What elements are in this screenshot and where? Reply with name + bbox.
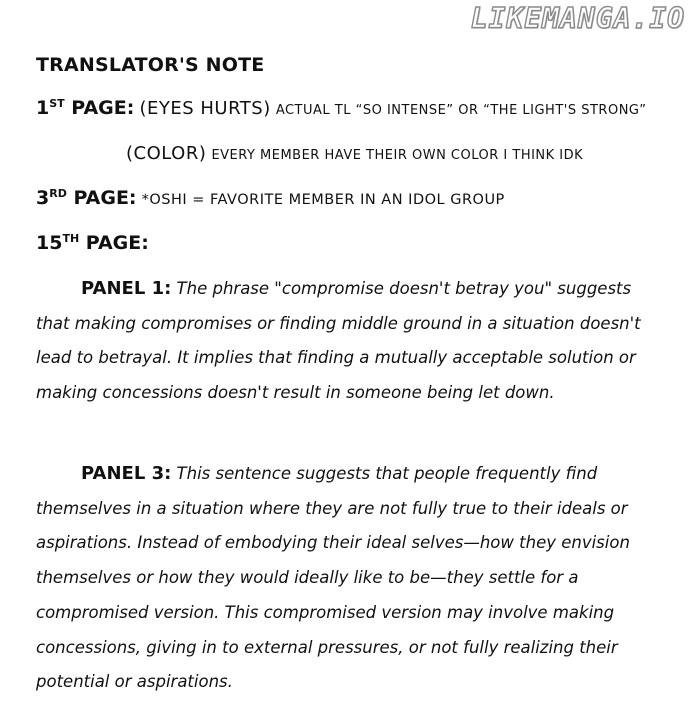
note-color-text: EVERY MEMBER HAVE THEIR OWN COLOR I THINK IDK [211,148,584,163]
panel-3-text: This sentence suggests that people frequently find themselves in a situation where they are not fully true to their ideals or aspirations. Instead of embodying their ideal selves—how they envision themselves or how they would ideally like to be—they settle for a compromised version. This compromised version may involve making concessions, giving in to external pressures, or not fully realizing their potential or aspirations. [36,464,630,692]
note-eyes-hurts-text: ACTUAL TL “SO INTENSE” OR “THE LIGHT'S STRONG” [275,103,647,118]
site-watermark: LIKEMANGA.IO [470,2,685,35]
page-3-label: 3RD PAGE: [36,187,137,209]
panel-3-note [36,457,646,700]
panel-1-label: PANEL 1: [81,278,172,299]
page-1-label: 1ST PAGE: [36,97,135,119]
note-eyes-hurts-term: (EYES HURTS) [139,98,271,119]
page-15-label: 15TH PAGE: [36,232,149,254]
note-color-term: (COLOR) [126,143,207,164]
note-color [126,143,583,164]
note-page-15 [36,232,149,254]
panel-1-text: The phrase "compromise doesn't betray you" suggests that making compromises or finding middle ground in a situation doesn't lead to betrayal. It implies that finding a mutually acceptable solution or making concessions doesn't result in someone being let down. [36,279,641,403]
panel-3-label: PANEL 3: [81,463,172,484]
note-page-1 [36,97,646,119]
panel-1-note [36,272,646,411]
note-page-3 [36,187,505,209]
note-oshi-text: *OSHI = FAVORITE MEMBER IN AN IDOL GROUP [141,192,505,208]
page-title: TRANSLATOR'S NOTE [36,54,265,76]
